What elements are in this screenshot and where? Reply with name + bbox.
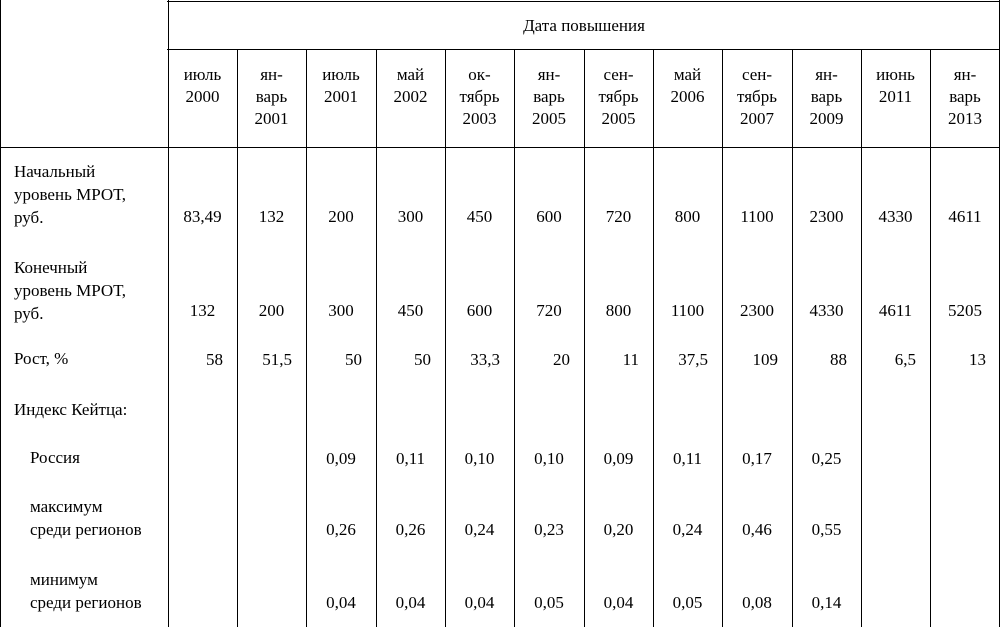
table-cell: 2300 [740, 301, 774, 320]
column-header: ян- варь 2013 [948, 65, 982, 128]
table-cell: 0,04 [395, 593, 426, 612]
column-header: июнь 2011 [876, 65, 915, 106]
row-label: минимум среди регионов [30, 570, 142, 612]
table-cell: 0,05 [534, 593, 564, 612]
table-cell: 800 [674, 207, 701, 226]
column-header: ян- варь 2005 [532, 65, 566, 128]
row-label: Начальный уровень МРОТ, руб. [14, 162, 127, 227]
table-cell: 2300 [809, 207, 844, 226]
table-cell: 88 [830, 350, 847, 369]
table-cell: 0,04 [326, 593, 356, 612]
column-header: ок- тябрь 2003 [459, 65, 500, 128]
table-cell: 720 [536, 301, 562, 320]
column-header: ян- варь 2001 [254, 65, 289, 128]
table-cell: 0,25 [811, 449, 842, 468]
col-separator [237, 49, 238, 627]
table-cell: 4611 [878, 301, 913, 320]
table-cell: 0,04 [603, 593, 634, 612]
rule-top [167, 1, 1000, 2]
table-cell: 0,26 [395, 520, 426, 539]
table-cell: 600 [466, 301, 493, 320]
column-header: июль 2001 [322, 65, 360, 106]
table-cell: 600 [536, 207, 562, 226]
table-cell: 0,04 [464, 593, 495, 612]
col-separator [0, 0, 1, 627]
table-cell: 5205 [948, 301, 982, 320]
table-cell: 50 [345, 350, 362, 369]
table-cell: 0,24 [464, 520, 495, 539]
table-cell: 50 [414, 350, 431, 369]
table-cell: 0,14 [811, 593, 842, 612]
table-cell: 0,10 [534, 449, 564, 468]
table-cell: 0,20 [603, 520, 634, 539]
table-cell: 0,09 [326, 449, 356, 468]
table-cell: 450 [466, 207, 493, 226]
table-cell: 1100 [670, 301, 705, 320]
table-cell: 0,11 [672, 449, 703, 468]
column-header: ян- варь 2009 [809, 65, 844, 128]
table-cell: 4611 [948, 207, 982, 226]
table-cell: 200 [258, 301, 285, 320]
table-cell: 0,24 [672, 520, 703, 539]
table-cell: 300 [397, 207, 424, 226]
table-cell: 58 [206, 350, 223, 369]
rule-under-column-headers [0, 147, 1000, 148]
table-cell: 800 [605, 301, 632, 320]
table-cell: 20 [553, 350, 570, 369]
table-cell: 1100 [740, 207, 774, 226]
table-cell: 0,05 [672, 593, 703, 612]
table-cell: 0,46 [742, 520, 772, 539]
table-cell: 720 [605, 207, 632, 226]
row-label: Конечный уровень МРОТ, руб. [14, 258, 127, 323]
row-label: Индекс Кейтца: [14, 400, 128, 419]
row-label: максимум среди регионов [30, 497, 142, 539]
col-separator [861, 49, 862, 627]
table-cell: 4330 [878, 207, 913, 226]
column-header: май 2002 [393, 65, 428, 106]
table-cell: 300 [328, 301, 354, 320]
table-cell: 0,11 [395, 449, 426, 468]
table-cell: 0,17 [742, 449, 772, 468]
table-cell: 0,10 [464, 449, 495, 468]
table-cell: 0,23 [534, 520, 564, 539]
table-cell: 200 [328, 207, 354, 226]
table-cell: 132 [258, 207, 285, 226]
table-cell: 109 [752, 350, 778, 369]
table-cell: 33,3 [470, 350, 500, 369]
table-cell: 51,5 [262, 350, 292, 369]
row-label: Россия [30, 448, 80, 467]
column-header: сен- тябрь 2005 [598, 65, 639, 128]
table-cell: 450 [397, 301, 424, 320]
table-cell: 83,49 [183, 207, 222, 226]
table-cell: 37,5 [678, 350, 708, 369]
column-header: июль 2000 [183, 65, 222, 106]
table-cell: 0,55 [811, 520, 842, 539]
table-cell: 11 [622, 350, 639, 369]
table-cell: 132 [189, 301, 216, 320]
table-cell: 0,09 [603, 449, 634, 468]
table-cell: 6,5 [894, 350, 916, 369]
col-separator [930, 49, 931, 627]
column-header: сен- тябрь 2007 [737, 65, 777, 128]
row-label: Рост, % [14, 349, 69, 368]
table-cell: 13 [969, 350, 986, 369]
group-header-date: Дата повышения [523, 16, 645, 35]
table-cell: 0,26 [326, 520, 356, 539]
table-cell: 4330 [809, 301, 844, 320]
table-cell: 0,08 [742, 593, 772, 612]
column-header: май 2006 [670, 65, 705, 106]
